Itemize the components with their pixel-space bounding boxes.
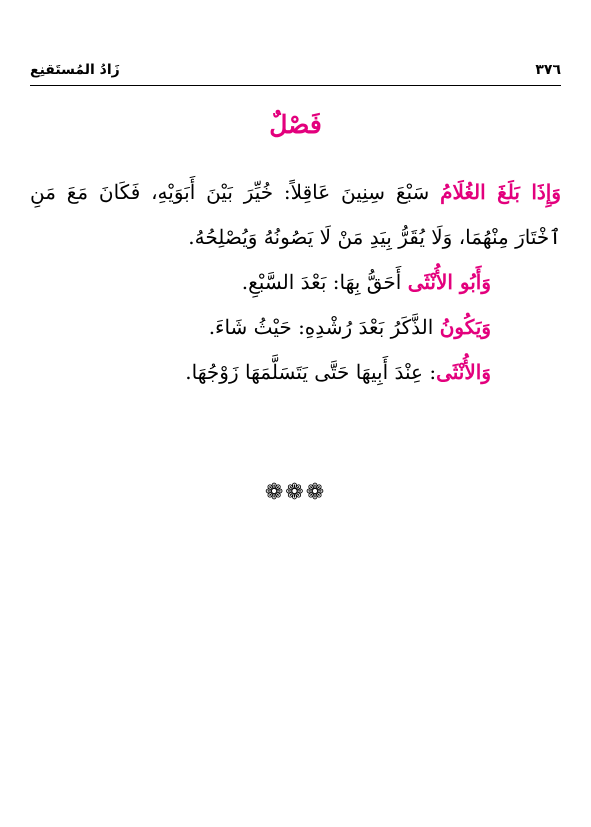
- paragraph-4: [30, 350, 561, 395]
- paragraph-3-text: الذَّكَرُ بَعْدَ رُشْدِهِ: حَيْثُ شَاءَ.: [208, 315, 440, 339]
- section-body: [30, 170, 561, 395]
- header-rule: [30, 85, 561, 86]
- paragraph-3-lead: وَيَكُونُ: [439, 315, 491, 339]
- section-title: فَصْلٌ: [269, 110, 322, 139]
- paragraph-2-text: أَحَقُّ بِهَا: بَعْدَ السَّبْعِ.: [241, 270, 408, 294]
- paragraph-4-text: : عِنْدَ أَبِيهَا حَتَّى يَتَسَلَّمَهَا زَوْجُهَا.: [185, 360, 437, 384]
- paragraph-1: [30, 170, 561, 260]
- page-number: ٣٧٦: [535, 62, 561, 78]
- paragraph-1-lead: وَإِذَا بَلَغَ الغُلَامُ: [440, 180, 561, 204]
- paragraph-2: [30, 260, 561, 305]
- paragraph-2-lead: وَأَبُو الأُنْثَى: [407, 270, 491, 294]
- paragraph-1-text: سَبْعَ سِنِينَ عَاقِلاً: خُيِّرَ بَيْنَ أَبَوَيْهِ، فَكَانَ مَعَ مَنِ ٱخْتَارَ مِنْهُمَا، وَلَا يُقَرُّ بِيَدِ مَنْ لَا يَصُونُهُ وَيُصْلِحُهُ.: [30, 180, 561, 249]
- running-head: [30, 58, 561, 82]
- book-title: زَادُ المُستَقنِع: [30, 62, 120, 78]
- paragraph-4-lead: وَالأُنْثَى: [436, 360, 491, 384]
- paragraph-3: [30, 305, 561, 350]
- flower-ornament-icon: ❁❁❁: [264, 480, 327, 505]
